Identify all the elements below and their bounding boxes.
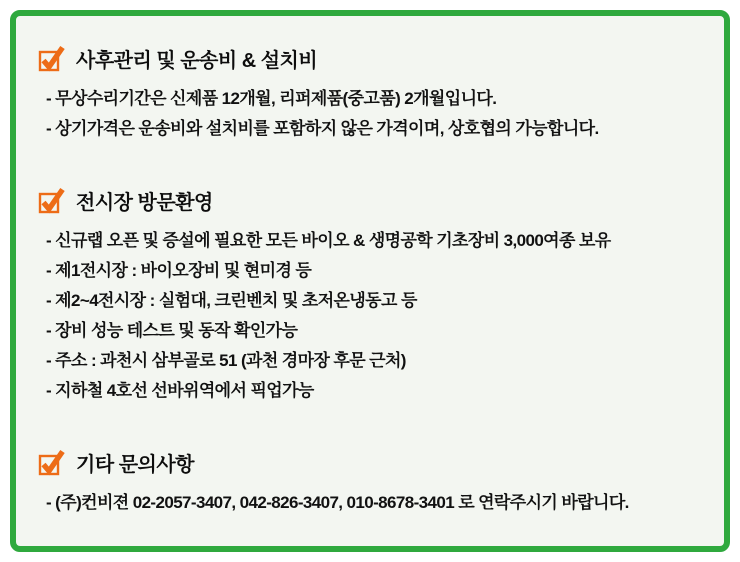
list-item: - 제2~4전시장 : 실험대, 크린벤치 및 초저온냉동고 등 — [46, 291, 417, 310]
notice-panel — [10, 10, 730, 552]
list-item: - 제1전시장 : 바이오장비 및 현미경 등 — [46, 261, 312, 280]
section-contact — [38, 448, 706, 518]
section-header — [38, 44, 706, 72]
item-list — [46, 488, 706, 518]
section-header — [38, 448, 706, 476]
list-item: - 무상수리기간은 신제품 12개월, 리퍼제품(중고품) 2개월입니다. — [46, 89, 497, 108]
item-list — [46, 226, 706, 406]
section-aftercare — [38, 44, 706, 144]
section-showroom — [38, 186, 706, 406]
list-item: - (주)컨비젼 02-2057-3407, 042-826-3407, 010-8678-3401 로 연락주시기 바랍니다. — [46, 493, 629, 512]
section-header — [38, 186, 706, 214]
list-item: - 주소 : 과천시 삼부골로 51 (과천 경마장 후문 근처) — [46, 351, 406, 370]
checkbox-icon — [38, 45, 65, 72]
checkbox-icon — [38, 449, 65, 476]
item-list — [46, 84, 706, 144]
section-title: 기타 문의사항 — [76, 453, 194, 476]
list-item: - 장비 성능 테스트 및 동작 확인가능 — [46, 321, 298, 340]
checkbox-icon — [38, 187, 65, 214]
list-item: - 지하철 4호선 선바위역에서 픽업가능 — [46, 381, 314, 400]
section-title: 사후관리 및 운송비 & 설치비 — [76, 49, 318, 72]
section-title: 전시장 방문환영 — [76, 191, 213, 214]
list-item: - 신규랩 오픈 및 증설에 필요한 모든 바이오 & 생명공학 기초장비 3,000여종 보유 — [46, 231, 611, 250]
list-item: - 상기가격은 운송비와 설치비를 포함하지 않은 가격이며, 상호협의 가능합니다. — [46, 119, 599, 138]
